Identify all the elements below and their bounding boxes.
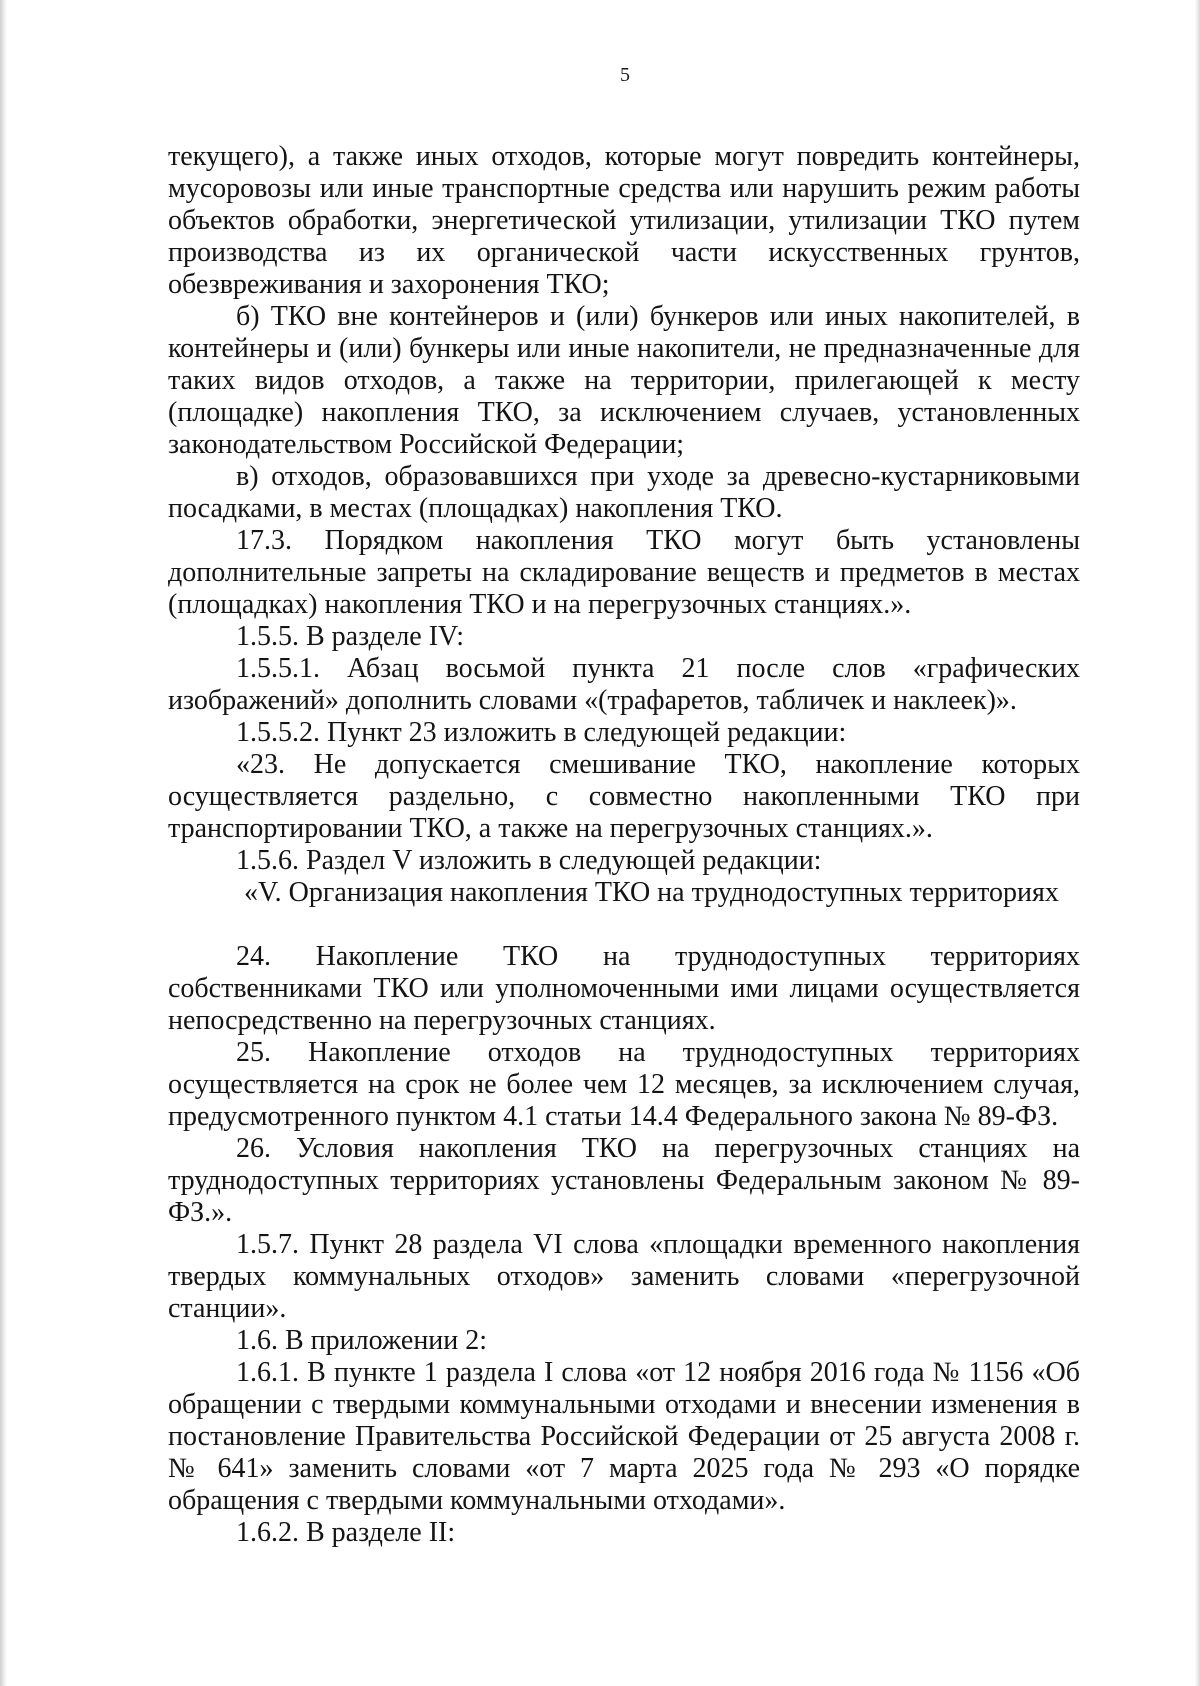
- paragraph-1-6-2: 1.6.2. В разделе II:: [236, 1517, 456, 1548]
- paragraph-1-5-5: 1.5.5. В разделе IV:: [236, 621, 464, 652]
- paragraph-continuation: текущего), а также иных отходов, которые могут повредить контейнеры, мусоровозы или иные транспортные средства или нарушить режим работы объектов обработки, энергетической утилизации, утилизации ТКО путем производства из их органической части искусственных грунтов, обезвреживания и захоронения ТКО;: [168, 141, 1080, 300]
- paragraph-17-3: 17.3. Порядком накопления ТКО могут быть установлены дополнительные запреты на складирование веществ и предметов в местах (площадках) накопления ТКО и на перегрузочных станциях.».: [168, 525, 1080, 620]
- document-body: [168, 141, 1080, 1549]
- paragraph-1-6-1: 1.6.1. В пункте 1 раздела I слова «от 12 ноября 2016 года № 1156 «Об обращении с твердыми коммунальными отходами и внесении изменения в постановление Правительства Российской Федерации от 25 августа 2008 г. № 641» заменить словами «от 7 марта 2025 года № 293 «О порядке обращения с твердыми коммунальными отходами».: [168, 1357, 1080, 1516]
- page-number: 5: [620, 64, 630, 86]
- paragraph-point-24: 24. Накопление ТКО на труднодоступных территориях собственниками ТКО или уполномоченными ими лицами осуществляется непосредственно на перегрузочных станциях.: [168, 941, 1080, 1036]
- paragraph-item-v: в) отходов, образовавшихся при уходе за древесно-кустарниковыми посадками, в местах (площадках) накопления ТКО.: [168, 461, 1080, 524]
- section-v-heading: «V. Организация накопления ТКО на труднодоступных территориях: [244, 877, 1059, 908]
- paragraph-1-5-6: 1.5.6. Раздел V изложить в следующей редакции:: [236, 845, 822, 876]
- paragraph-1-5-5-1: 1.5.5.1. Абзац восьмой пункта 21 после слов «графических изображений» дополнить словами «(трафаретов, табличек и наклеек)».: [168, 653, 1080, 716]
- paragraph-item-b: б) ТКО вне контейнеров и (или) бункеров или иных накопителей, в контейнеры и (или) бункеры или иные накопители, не предназначенные для таких видов отходов, а также на территории, прилегающей к месту (площадке) накопления ТКО, за исключением случаев, установленных законодательством Российской Федерации;: [168, 301, 1080, 460]
- paragraph-1-6: 1.6. В приложении 2:: [236, 1325, 488, 1356]
- paragraph-point-26: 26. Условия накопления ТКО на перегрузочных станциях на труднодоступных территориях установлены Федеральным законом № 89-ФЗ.».: [168, 1133, 1080, 1228]
- scan-edge-left: [0, 0, 7, 1686]
- scan-edge-right: [1195, 0, 1200, 1686]
- paragraph-1-5-5-2: 1.5.5.2. Пункт 23 изложить в следующей редакции:: [236, 717, 847, 748]
- paragraph-point-23: «23. Не допускается смешивание ТКО, накопление которых осуществляется раздельно, с совместно накопленными ТКО при транспортировании ТКО, а также на перегрузочных станциях.».: [168, 749, 1080, 844]
- paragraph-point-25: 25. Накопление отходов на труднодоступных территориях осуществляется на срок не более чем 12 месяцев, за исключением случая, предусмотренного пунктом 4.1 статьи 14.4 Федерального закона № 89-ФЗ.: [168, 1037, 1080, 1132]
- paragraph-1-5-7: 1.5.7. Пункт 28 раздела VI слова «площадки временного накопления твердых коммунальных отходов» заменить словами «перегрузочной станции».: [168, 1229, 1080, 1324]
